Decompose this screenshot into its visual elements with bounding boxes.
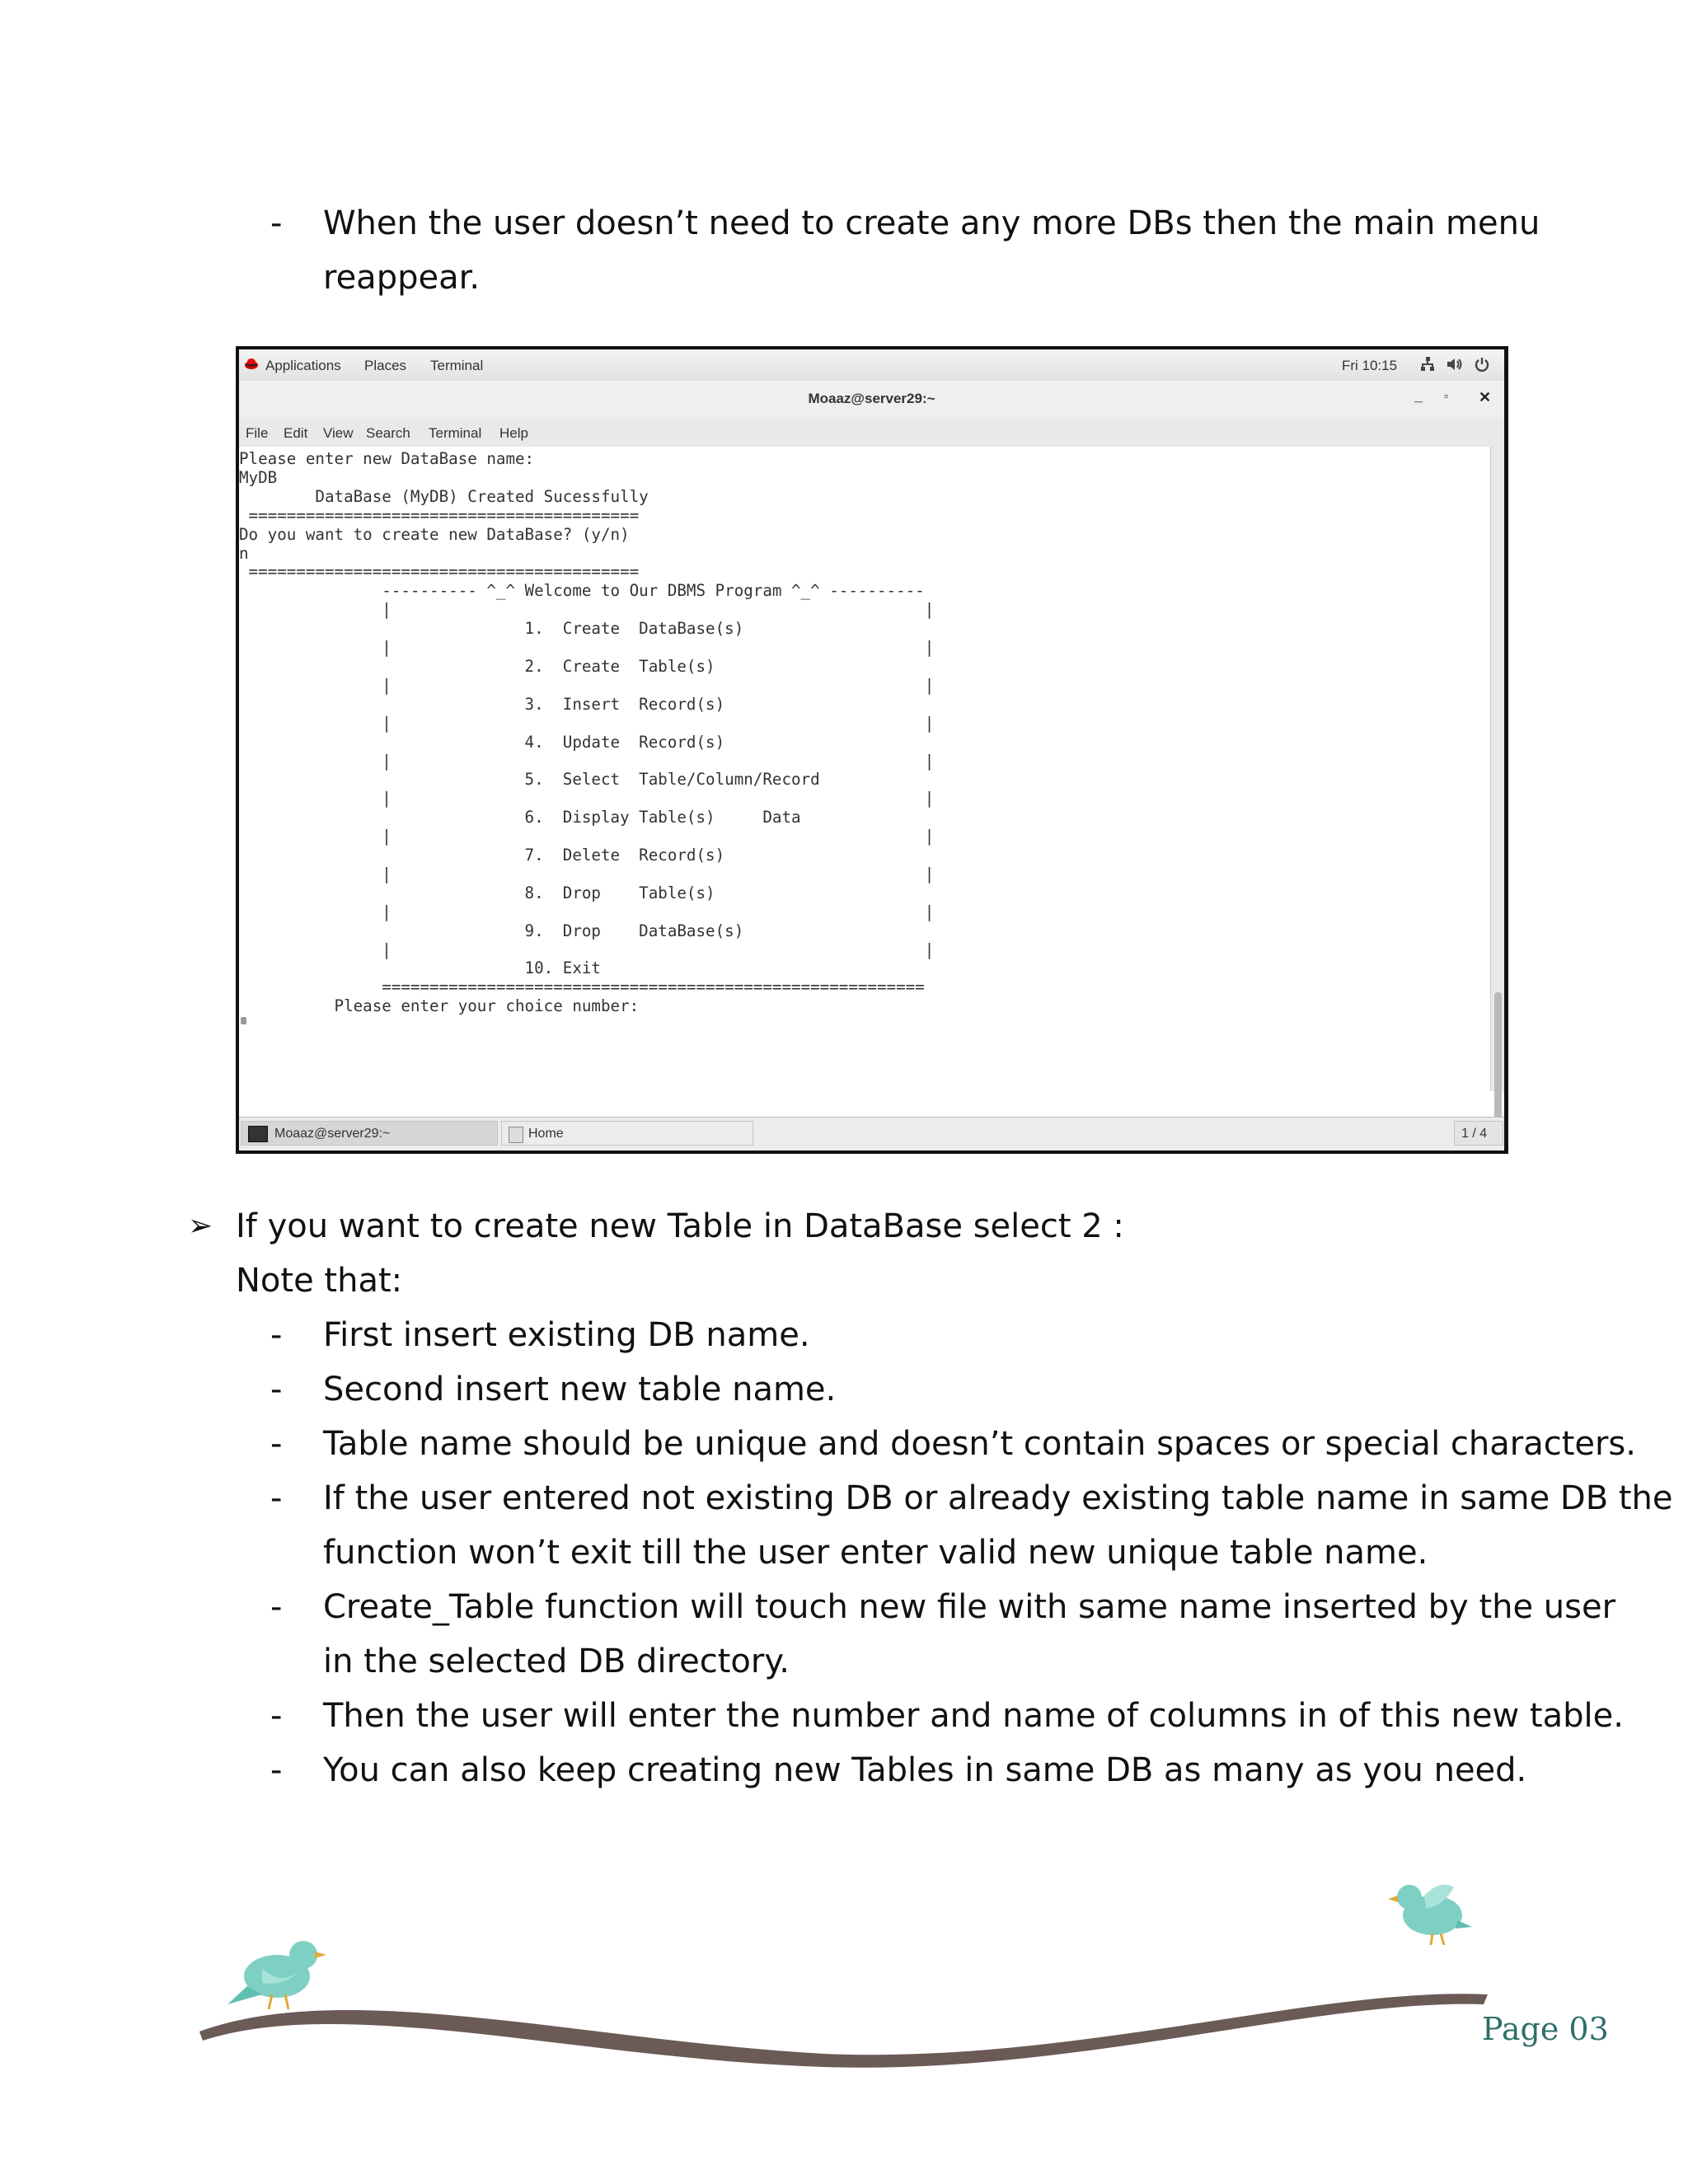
list-item: Then the user will enter the number and name of columns in of this new table.: [323, 1697, 1624, 1735]
bullet-dash: -: [270, 1371, 283, 1408]
menu-terminal[interactable]: Terminal: [429, 425, 482, 441]
cursor-icon: [241, 1017, 246, 1024]
list-item-continuation: function won’t exit till the user enter valid new unique table name.: [323, 1534, 1428, 1572]
terminal-icon: [248, 1126, 268, 1142]
bird-left-icon: [227, 1941, 326, 2009]
menu-help[interactable]: Help: [499, 425, 528, 441]
menu-edit[interactable]: Edit: [284, 425, 308, 441]
bullet-dash: -: [270, 1751, 283, 1789]
note-label: Note that:: [236, 1262, 403, 1300]
menu-file[interactable]: File: [246, 425, 269, 441]
volume-icon[interactable]: [1446, 356, 1464, 377]
menu-search[interactable]: Search: [366, 425, 410, 441]
bird-right-icon: [1388, 1885, 1472, 1945]
list-item: You can also keep creating new Tables in same DB as many as you need.: [323, 1751, 1527, 1789]
task-terminal-label: Moaaz@server29:~: [274, 1127, 391, 1141]
terminal-output[interactable]: [239, 447, 1495, 1091]
bullet-dash: -: [270, 1588, 283, 1626]
maximize-icon[interactable]: ▫: [1444, 389, 1448, 402]
task-home[interactable]: [501, 1121, 753, 1146]
applications-menu[interactable]: Applications: [265, 358, 341, 373]
footer-decoration: [0, 1863, 1688, 2126]
bullet-dash: -: [270, 1697, 283, 1735]
intro-line-2: reappear.: [323, 259, 481, 297]
list-item: Create_Table function will touch new file with same name inserted by the user: [323, 1588, 1616, 1626]
task-terminal[interactable]: [241, 1121, 498, 1146]
minimize-icon[interactable]: _: [1414, 387, 1423, 404]
network-icon[interactable]: [1419, 356, 1436, 377]
gnome-top-bar: [239, 349, 1504, 382]
page-number: Page 03: [1482, 2011, 1609, 2047]
task-home-label: Home: [528, 1127, 564, 1141]
terminal-menubar: [239, 417, 1504, 448]
terminal-text: Please enter new DataBase name: MyDB DataBase (MyDB) Created Sucessfully ========================================= Do you want to create new DataBase? (y/n) n ========================================= ---------- ^_^ Welcome to Our DBMS Program ^_^ ---------- | | 1. Create DataBase(s) | | 2. Create Table(s) | | 3. Insert Record(s) | | 4. Update Record(s) | | 5. Select Table/Column/Record | | 6. Display Table(s) Data | | 7. Delete Record(s) | | 8. Drop Table(s) | | 9. Drop DataBase(s) | | 10. Exit ========================================================= Please enter your choice number:: [239, 449, 935, 1016]
redhat-icon[interactable]: [244, 356, 259, 371]
terminal-app-menu[interactable]: Terminal: [430, 358, 484, 373]
window-titlebar[interactable]: [239, 381, 1504, 418]
list-item: Second insert new table name.: [323, 1371, 837, 1408]
bullet-dash: -: [270, 1425, 283, 1463]
list-item: Table name should be unique and doesn’t contain spaces or special characters.: [323, 1425, 1636, 1463]
list-item-continuation: in the selected DB directory.: [323, 1643, 790, 1680]
workspace-switcher[interactable]: [1454, 1121, 1503, 1146]
bullet-dash: -: [270, 1316, 283, 1354]
section-heading: If you want to create new Table in DataBase select 2 :: [236, 1207, 1124, 1245]
arrow-bullet-icon: ➢: [188, 1209, 213, 1243]
window-list-taskbar: [239, 1117, 1504, 1151]
bullet-dash: -: [270, 204, 283, 242]
power-icon[interactable]: [1474, 356, 1490, 377]
places-menu[interactable]: Places: [364, 358, 407, 373]
clock[interactable]: Fri 10:15: [1342, 358, 1398, 373]
bullet-dash: -: [270, 1479, 283, 1517]
branch-icon: [199, 1994, 1488, 2067]
window-title: Moaaz@server29:~: [808, 391, 935, 406]
list-item: If the user entered not existing DB or already existing table name in same DB the: [323, 1479, 1673, 1517]
terminal-screenshot: [236, 346, 1508, 1154]
folder-icon: [509, 1127, 523, 1143]
close-icon[interactable]: ✕: [1479, 389, 1492, 405]
list-item: First insert existing DB name.: [323, 1316, 810, 1354]
intro-line-1: When the user doesn’t need to create any more DBs then the main menu: [323, 204, 1540, 242]
menu-view[interactable]: View: [323, 425, 354, 441]
workspace-label: 1 / 4: [1461, 1127, 1488, 1141]
